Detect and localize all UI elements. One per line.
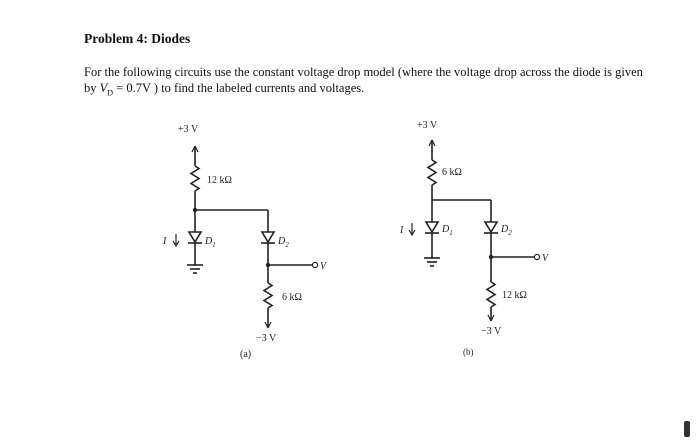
b-output-terminal: [534, 254, 539, 259]
a-output-terminal: [312, 262, 317, 267]
b-caption: (b): [463, 347, 474, 357]
a-d2-label: $D_2$: [278, 236, 289, 249]
b-resistor-bottom: [487, 282, 495, 307]
b-d2-label: $D_2$: [501, 224, 512, 237]
b-ground-icon: [424, 258, 440, 266]
problem-heading: Problem 4: Diodes: [84, 31, 191, 46]
diode-voltage-value: = 0.7V: [113, 81, 154, 95]
a-diode-d1: [189, 232, 201, 242]
diode-voltage-sub: D: [107, 88, 114, 98]
b-resistor-top-label: 6 kΩ: [442, 167, 462, 178]
a-current-label: I: [163, 236, 167, 247]
b-current-label: I: [400, 225, 404, 236]
b-current-arrow: [409, 223, 415, 235]
statement-part-2: ) to find the labeled currents and voltages.: [153, 81, 365, 95]
b-diode-d2: [485, 222, 497, 232]
b-diode-d1: [426, 222, 438, 232]
circuit-a: [162, 124, 328, 360]
circuit-b: [399, 120, 550, 357]
b-supply-bottom-label: −3 V: [481, 326, 502, 337]
a-caption: (a): [240, 349, 252, 360]
b-resistor-top: [428, 160, 436, 185]
a-resistor-top-label: 12 kΩ: [207, 175, 232, 186]
a-resistor-bottom-label: 6 kΩ: [282, 292, 302, 303]
a-ground-icon: [187, 265, 203, 273]
a-resistor-bottom: [264, 283, 272, 308]
a-output-label: V: [320, 261, 327, 272]
diode-voltage-var: V: [99, 81, 108, 95]
scrollbar-handle[interactable]: [684, 421, 690, 437]
b-output-label: V: [542, 253, 549, 264]
a-supply-bottom-label: −3 V: [256, 333, 277, 344]
a-diode-d2: [262, 232, 274, 242]
b-d1-label: $D_1$: [442, 224, 453, 237]
b-supply-top-label: +3 V: [417, 120, 438, 131]
a-current-arrow: [173, 234, 179, 246]
a-resistor-top: [191, 166, 199, 191]
statement-part-1: For the following circuits use the constant voltage drop model (where the voltage drop across the diode is given by: [84, 65, 643, 95]
a-supply-top-label: +3 V: [178, 124, 199, 135]
b-resistor-bottom-label: 12 kΩ: [502, 290, 527, 301]
a-d1-label: $D_1$: [205, 236, 216, 249]
